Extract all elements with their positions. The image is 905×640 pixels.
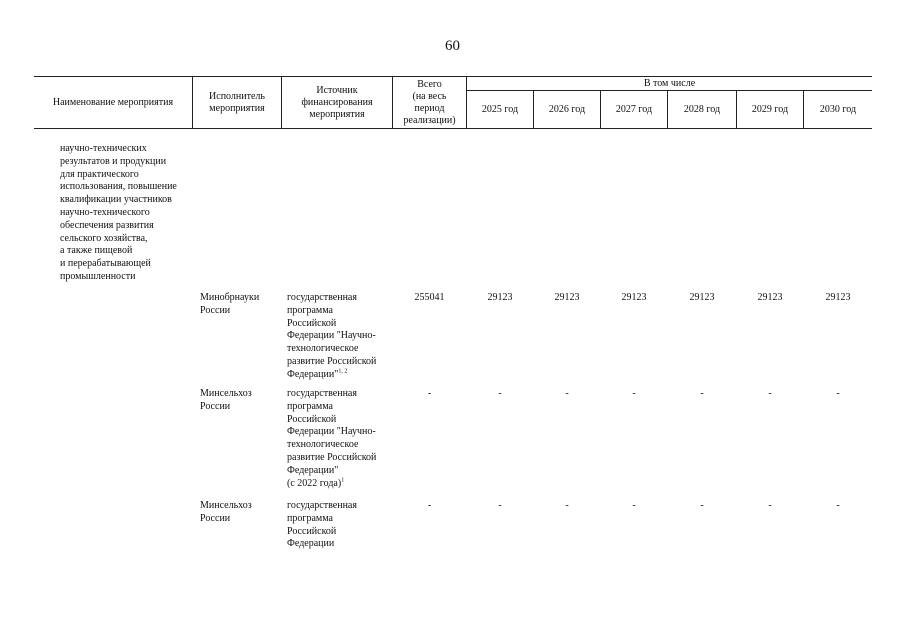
header-year: 2029 год xyxy=(751,103,789,115)
footnote-marker: 1 xyxy=(341,477,345,484)
row-year-value: - xyxy=(700,388,704,399)
source-text: государственная программа Российской Федерации xyxy=(287,500,357,550)
row-funding-source xyxy=(287,292,392,382)
row-year-value: 29123 xyxy=(621,292,647,303)
row-year-value: - xyxy=(498,500,502,511)
header-year: 2026 год xyxy=(548,103,586,115)
row-executor: Минобрнауки России xyxy=(200,292,260,316)
header-year: 2027 год xyxy=(615,103,653,115)
header-bottom-border xyxy=(34,128,872,129)
header-activity-name: Наименование мероприятия xyxy=(52,96,174,108)
row-year-value: - xyxy=(836,500,840,511)
row-executor: Минсельхоз России xyxy=(200,388,252,412)
row-year-value: 29123 xyxy=(487,292,513,303)
row-year-value: - xyxy=(632,388,636,399)
row-total: - xyxy=(427,500,432,511)
row-total: 255041 xyxy=(414,292,445,303)
source-text: государственная программа Российской Федерации "Научно- технологическое развитие Российской Федерации" (с 2022 года) xyxy=(287,388,377,489)
row-year-value: - xyxy=(836,388,840,399)
row-year-value: 29123 xyxy=(554,292,580,303)
source-text: государственная программа Российской Федерации "Научно- технологическое развитие Российской Федерации" xyxy=(287,292,377,380)
header-year: 2030 год xyxy=(819,103,857,115)
header-including: В том числе xyxy=(643,77,696,89)
row-year-value: 29123 xyxy=(757,292,783,303)
row-year-value: - xyxy=(768,500,772,511)
header-funding-source: Источник финансирования мероприятия xyxy=(301,84,373,120)
header-executor: Исполнитель мероприятия xyxy=(209,90,265,114)
row-executor: Минсельхоз России xyxy=(200,500,252,524)
header-total: Всего (на весь период реализации) xyxy=(403,78,456,126)
row-year-value: - xyxy=(632,500,636,511)
row-total: - xyxy=(427,388,432,399)
row-year-value: 29123 xyxy=(689,292,715,303)
row-year-value: 29123 xyxy=(825,292,851,303)
activity-name-text: научно-технических результатов и продукции для практического использования, повышение квалификации участников научно-технического обеспечения развития сельского хозяйства, а также пищевой и перерабатывающей промышленности xyxy=(60,143,177,282)
header-year: 2025 год xyxy=(481,103,519,115)
row-year-value: - xyxy=(565,388,569,399)
row-year-value: - xyxy=(498,388,502,399)
footnote-marker: 1, 2 xyxy=(338,368,348,375)
row-year-value: - xyxy=(700,500,704,511)
page-number: 60 xyxy=(445,38,460,54)
row-year-value: - xyxy=(565,500,569,511)
row-year-value: - xyxy=(768,388,772,399)
row-funding-source xyxy=(287,500,392,551)
row-funding-source xyxy=(287,388,392,490)
header-year: 2028 год xyxy=(683,103,721,115)
